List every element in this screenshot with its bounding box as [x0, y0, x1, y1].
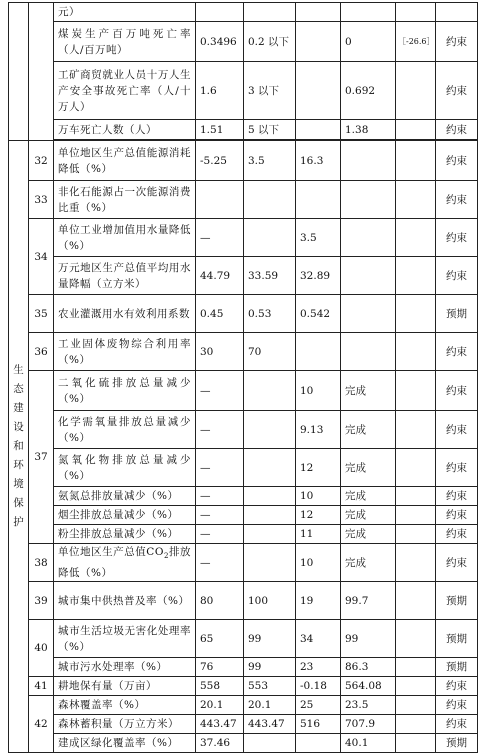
type-cell: 约束: [436, 141, 478, 181]
value-cell: 37.46: [196, 734, 244, 753]
value-cell: [341, 295, 396, 333]
value-cell: —: [196, 487, 244, 506]
table-row: [9, 371, 478, 411]
table-row: [9, 449, 478, 487]
type-cell: 约束: [436, 544, 478, 582]
table-row: [9, 333, 478, 371]
indicator-cell: 煤炭生产百万吨死亡率（人/百万吨）: [54, 22, 196, 62]
indicator-cell: 耕地保有量（万亩）: [54, 677, 196, 696]
type-cell: 约束: [436, 120, 478, 140]
value-cell: [244, 525, 296, 544]
value-cell: 16.3: [296, 141, 341, 181]
note-cell: ［-26.6］: [396, 22, 436, 62]
value-cell: 44.79: [196, 257, 244, 295]
table-row: [9, 677, 478, 696]
value-cell: [341, 219, 396, 257]
item-number: 42: [29, 696, 54, 753]
table-row: [9, 3, 478, 22]
indicator-cell: 万车死亡人数（人）: [54, 120, 196, 140]
type-cell: 约束: [436, 525, 478, 544]
value-cell: —: [196, 544, 244, 582]
table-row: [9, 120, 478, 140]
type-cell: 约束: [436, 371, 478, 411]
value-cell: 70: [244, 333, 296, 371]
value-cell: 完成: [341, 544, 396, 582]
value-cell: 65: [196, 620, 244, 658]
value-cell: 443.47: [244, 715, 296, 734]
indicator-cell: 单位工业增加值用水量降低（%）: [54, 219, 196, 257]
value-cell: 76: [196, 658, 244, 677]
value-cell: 0.53: [244, 295, 296, 333]
indicator-cell: 单位地区生产总值能源消耗降低（%）: [54, 141, 196, 181]
value-cell: —: [196, 449, 244, 487]
value-cell: 80: [196, 582, 244, 620]
indicator-cell: 氨氮总排放量减少（%）: [54, 487, 196, 506]
value-cell: 10: [296, 487, 341, 506]
value-cell: 3.5: [244, 141, 296, 181]
value-cell: [296, 181, 341, 219]
value-cell: 19: [296, 582, 341, 620]
value-cell: [296, 734, 341, 753]
indicator-cell: 城市集中供热普及率（%）: [54, 582, 196, 620]
value-cell: 23: [296, 658, 341, 677]
table-row: [9, 22, 478, 62]
value-cell: [296, 62, 341, 120]
value-cell: —: [196, 525, 244, 544]
value-cell: —: [196, 411, 244, 449]
item-number: 38: [29, 544, 54, 582]
item-number: 37: [29, 371, 54, 544]
value-cell: 0.692: [341, 62, 396, 120]
value-cell: 1.51: [196, 120, 244, 140]
value-cell: [244, 506, 296, 525]
indicator-cell: 二氧化硫排放总量减少（%）: [54, 371, 196, 411]
value-cell: 32.89: [296, 257, 341, 295]
value-cell: 9.13: [296, 411, 341, 449]
type-cell: 预期: [436, 734, 478, 753]
table-row: [9, 295, 478, 333]
value-cell: [296, 120, 341, 140]
category-cell-prev: [9, 3, 29, 141]
table-row: [9, 411, 478, 449]
item-number: 40: [29, 620, 54, 677]
type-cell: 约束: [436, 449, 478, 487]
value-cell: [244, 181, 296, 219]
type-cell: 约束: [436, 487, 478, 506]
value-cell: 3 以下: [244, 62, 296, 120]
value-cell: 1.38: [341, 120, 396, 140]
value-cell: 23.5: [341, 696, 396, 715]
table-row: [9, 696, 478, 715]
table-row: [9, 620, 478, 658]
table-row: [9, 141, 478, 181]
value-cell: 40.1: [341, 734, 396, 753]
value-cell: 100: [244, 582, 296, 620]
type-cell: 约束: [436, 62, 478, 120]
value-cell: -5.25: [196, 141, 244, 181]
value-cell: [196, 181, 244, 219]
value-cell: 10: [296, 544, 341, 582]
value-cell: 0: [341, 22, 396, 62]
indicator-cell: 化学需氧量排放总量减少（%）: [54, 411, 196, 449]
type-cell: 预期: [436, 582, 478, 620]
value-cell: 0.542: [296, 295, 341, 333]
value-cell: 86.3: [341, 658, 396, 677]
table-row: [9, 257, 478, 295]
type-cell: 约束: [436, 257, 478, 295]
value-cell: [244, 449, 296, 487]
value-cell: [244, 371, 296, 411]
indicator-cell: 万元地区生产总值平均用水量降幅（立方米）: [54, 257, 196, 295]
item-number: 33: [29, 181, 54, 219]
value-cell: [244, 544, 296, 582]
indicator-cell: 森林覆盖率（%）: [54, 696, 196, 715]
value-cell: [341, 257, 396, 295]
value-cell: 30: [196, 333, 244, 371]
value-cell: 20.1: [196, 696, 244, 715]
value-cell: 完成: [341, 449, 396, 487]
value-cell: 99: [244, 620, 296, 658]
type-cell: 约束: [436, 219, 478, 257]
note-cell: [396, 62, 436, 120]
indicator-cell: 建成区绿化覆盖率（%）: [54, 734, 196, 753]
value-cell: 99.7: [341, 582, 396, 620]
indicator-cell: 单位地区生产总值$CO_2$排放降低（%）: [54, 544, 196, 582]
value-cell: 完成: [341, 525, 396, 544]
value-cell: 完成: [341, 411, 396, 449]
indicator-cell: 烟尘排放总量减少（%）: [54, 506, 196, 525]
type-cell: 约束: [436, 677, 478, 696]
type-cell: 约束: [436, 506, 478, 525]
value-cell: 34: [296, 620, 341, 658]
value-cell: 33.59: [244, 257, 296, 295]
item-number: 39: [29, 582, 54, 620]
category-cell-eco: 生态建设和环境保护: [9, 141, 29, 753]
value-cell: -0.18: [296, 677, 341, 696]
value-cell: 5 以下: [244, 120, 296, 140]
table-row: [9, 544, 478, 582]
type-cell: 约束: [436, 715, 478, 734]
value-cell: 553: [244, 677, 296, 696]
item-number: 41: [29, 677, 54, 696]
value-cell: [244, 734, 296, 753]
value-cell: [296, 333, 341, 371]
table-row: [9, 62, 478, 120]
indicator-cell: 城市污水处理率（%）: [54, 658, 196, 677]
item-number: 35: [29, 295, 54, 333]
value-cell: 558: [196, 677, 244, 696]
type-cell: 约束: [436, 181, 478, 219]
table-row: [9, 658, 478, 677]
table-row: [9, 715, 478, 734]
value-cell: [296, 22, 341, 62]
item-number: 34: [29, 219, 54, 295]
table-row: [9, 582, 478, 620]
value-cell: 516: [296, 715, 341, 734]
table-row: [9, 181, 478, 219]
table-row: [9, 487, 478, 506]
indicator-cell: 工业固体废物综合利用率（%）: [54, 333, 196, 371]
note-cell: [396, 120, 436, 140]
value-cell: 10: [296, 371, 341, 411]
value-cell: [244, 219, 296, 257]
table-row: [9, 525, 478, 544]
indicator-cell: 城市生活垃圾无害化处理率（%）: [54, 620, 196, 658]
value-cell: 完成: [341, 506, 396, 525]
type-cell: 约束: [436, 333, 478, 371]
value-cell: [244, 411, 296, 449]
value-cell: 443.47: [196, 715, 244, 734]
value-cell: 12: [296, 449, 341, 487]
value-cell: —: [196, 371, 244, 411]
indicator-cell: 工矿商贸就业人员十万人生产安全事故死亡率（人/十万人）: [54, 62, 196, 120]
value-cell: 99: [244, 658, 296, 677]
type-cell: 预期: [436, 658, 478, 677]
value-cell: [244, 487, 296, 506]
table-row: [9, 506, 478, 525]
type-cell: 预期: [436, 620, 478, 658]
value-cell: 3.5: [296, 219, 341, 257]
indicator-cell: 氮氧化物排放总量减少（%）: [54, 449, 196, 487]
type-cell: 约束: [436, 22, 478, 62]
value-cell: —: [196, 219, 244, 257]
value-cell: 完成: [341, 487, 396, 506]
value-cell: 25: [296, 696, 341, 715]
indicator-cell: 粉尘排放总量减少（%）: [54, 525, 196, 544]
value-cell: 11: [296, 525, 341, 544]
value-cell: 完成: [341, 371, 396, 411]
table-row: [9, 734, 478, 753]
indicator-cell: 森林蓄积量（万立方米）: [54, 715, 196, 734]
value-cell: —: [196, 506, 244, 525]
value-cell: 1.6: [196, 62, 244, 120]
item-number: 36: [29, 333, 54, 371]
indicator-cell: 农业灌溉用水有效利用系数: [54, 295, 196, 333]
value-cell: [341, 333, 396, 371]
item-number-cell-prev: [29, 3, 54, 141]
value-cell: [341, 141, 396, 181]
value-cell: 707.9: [341, 715, 396, 734]
value-cell: 12: [296, 506, 341, 525]
value-cell: 0.3496: [196, 22, 244, 62]
type-cell: 约束: [436, 696, 478, 715]
value-cell: 20.1: [244, 696, 296, 715]
value-cell: 0.2 以下: [244, 22, 296, 62]
value-cell: 99: [341, 620, 396, 658]
type-cell: 预期: [436, 295, 478, 333]
item-number: 32: [29, 141, 54, 181]
value-cell: [341, 181, 396, 219]
plan-indicator-table: [8, 2, 478, 753]
value-cell: 564.08: [341, 677, 396, 696]
table-row: [9, 219, 478, 257]
type-cell: 约束: [436, 411, 478, 449]
value-cell: 0.45: [196, 295, 244, 333]
indicator-cell: 元）: [54, 3, 196, 22]
indicator-cell: 非化石能源占一次能源消费比重（%）: [54, 181, 196, 219]
